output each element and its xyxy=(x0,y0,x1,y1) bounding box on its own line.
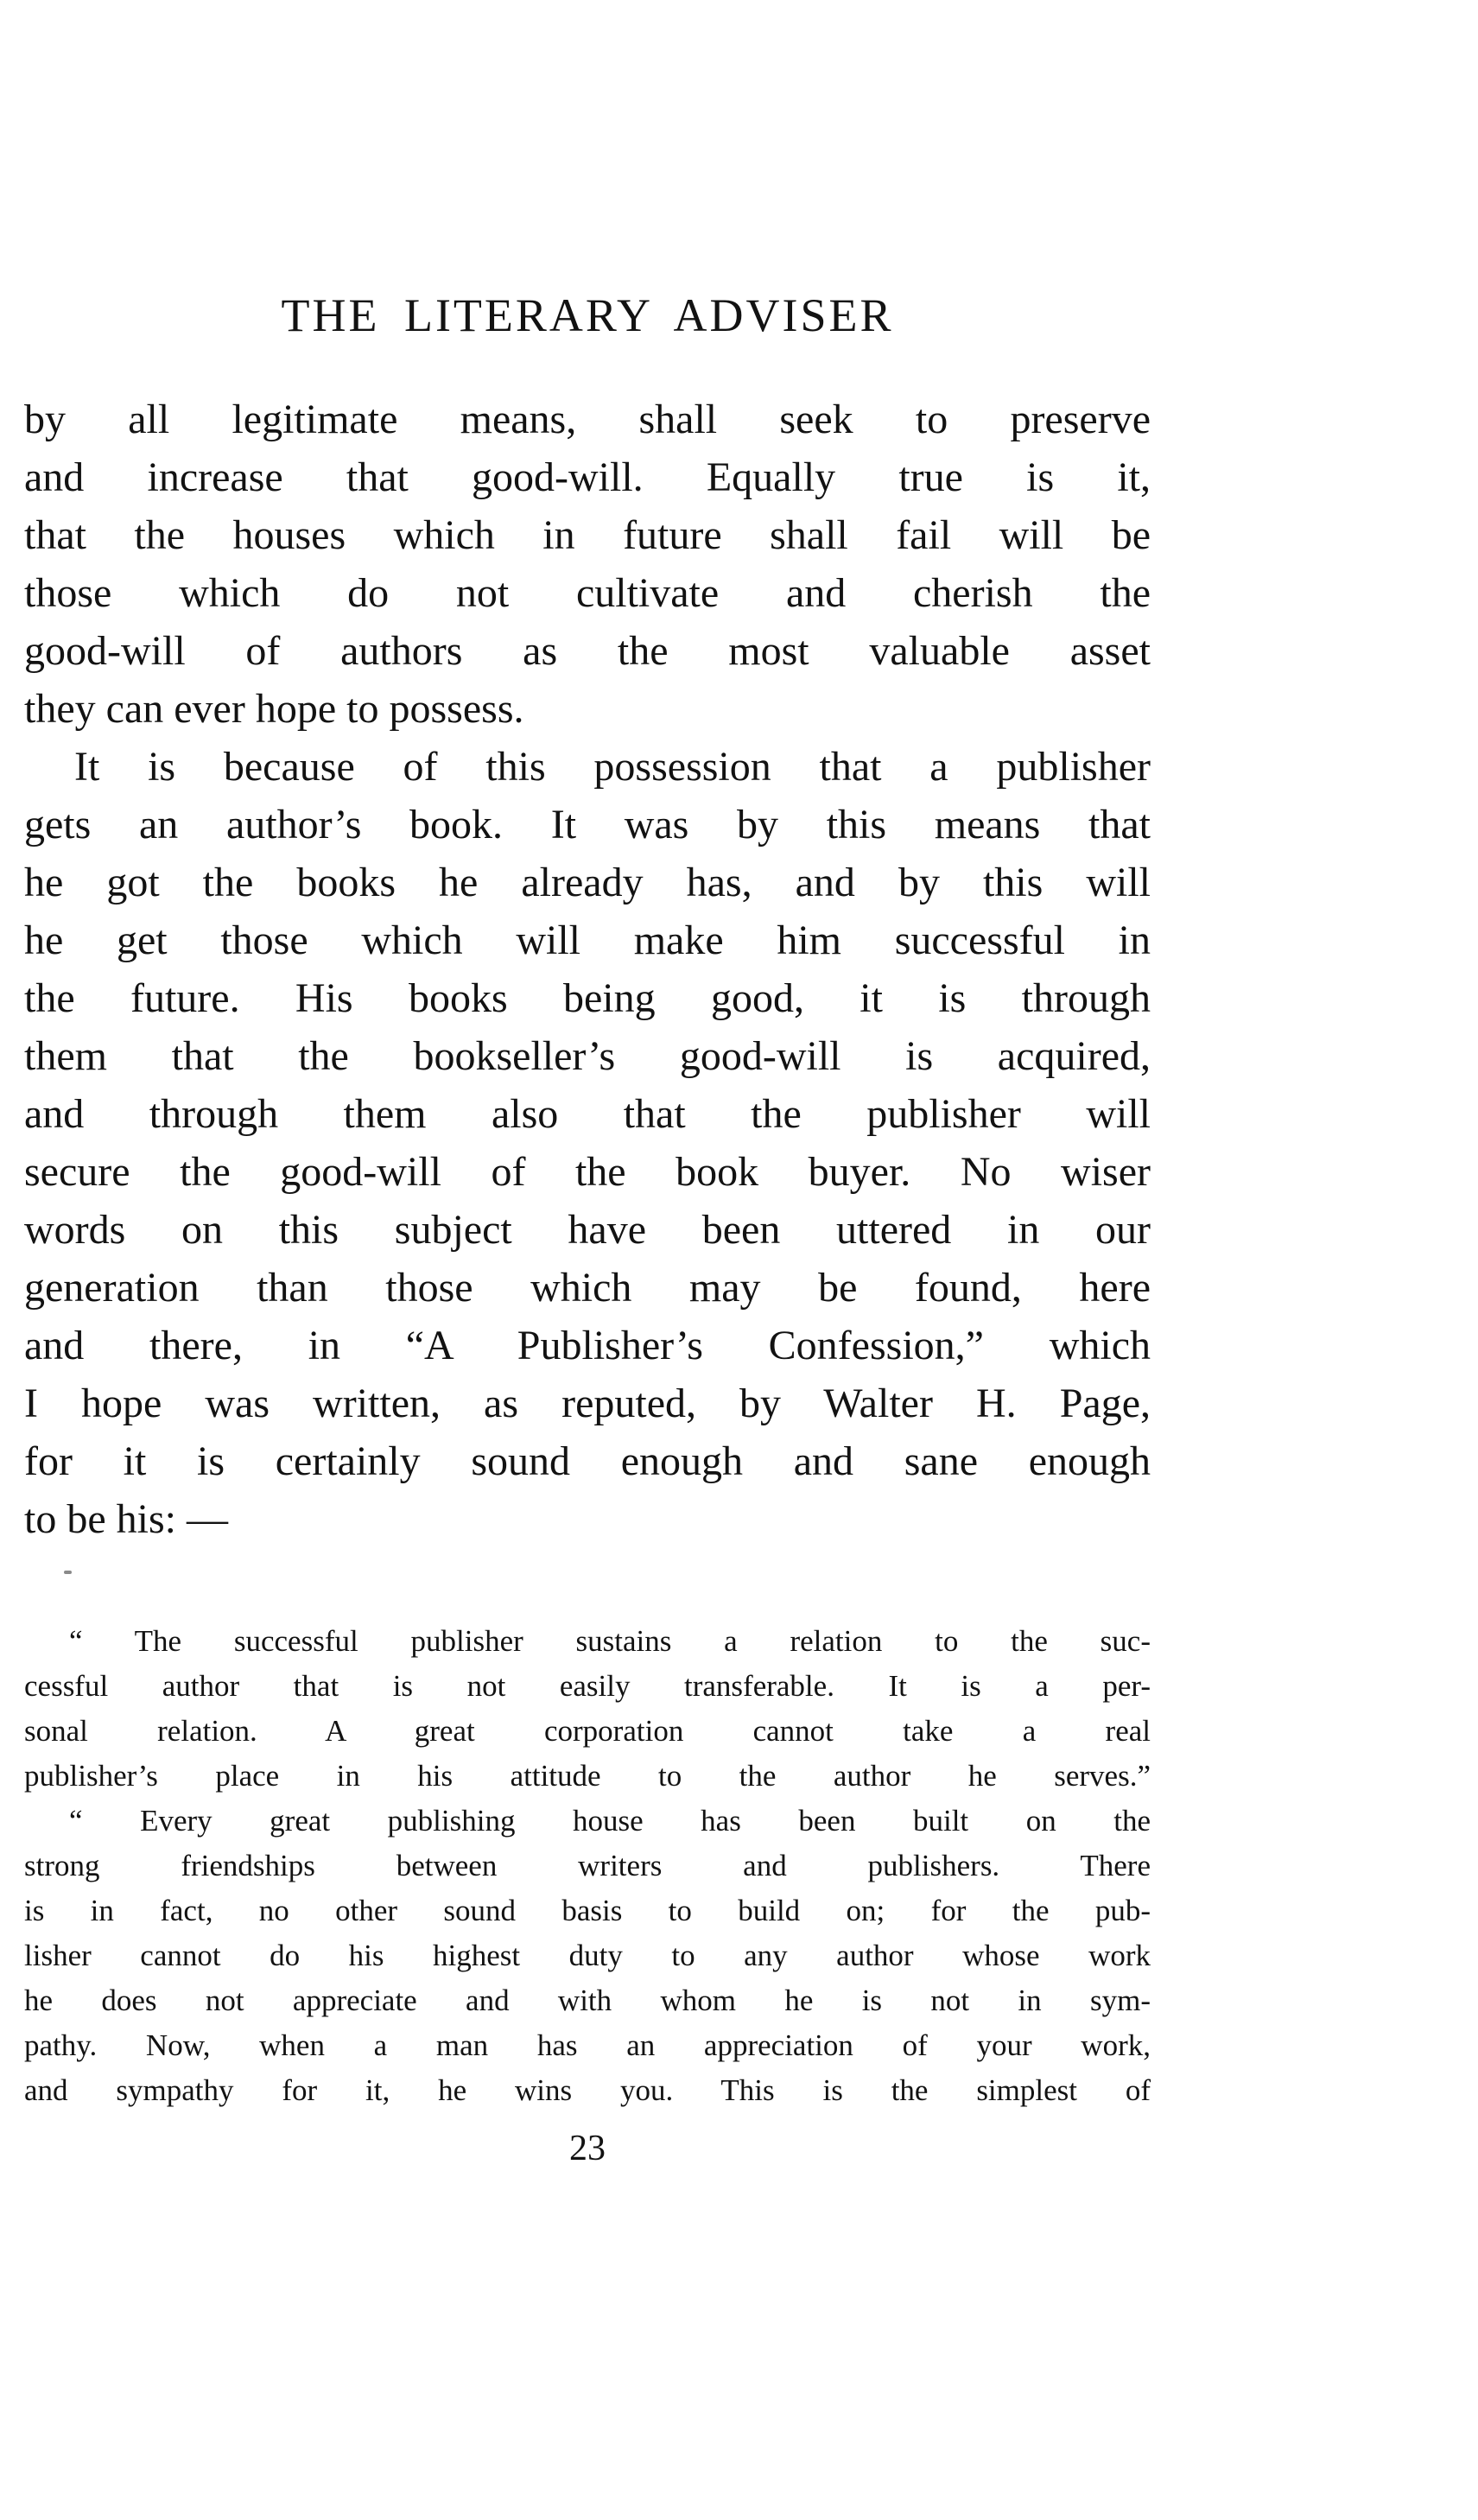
text-line: strong friendships between writers and publishers. There xyxy=(24,1849,1151,1882)
page-number: 23 xyxy=(569,2129,606,2168)
text-line: and through them also that the publisher will xyxy=(24,1091,1151,1137)
text-line: and sympathy for it, he wins you. This is the simplest of xyxy=(24,2073,1151,2107)
text-line: It is because of this possession that a publisher xyxy=(74,744,1151,790)
text-line: he get those which will make him successful in xyxy=(24,917,1151,963)
text-line: those which do not cultivate and cherish the xyxy=(24,570,1151,616)
text-line: secure the good-will of the book buyer. No wiser xyxy=(24,1149,1151,1195)
text-line: to be his: — xyxy=(24,1496,228,1542)
quoted-excerpt-block xyxy=(24,1619,1151,2113)
text-line: sonal relation. A great corporation cannot take a real xyxy=(24,1714,1151,1748)
text-line: them that the bookseller’s good-will is acquired, xyxy=(24,1033,1151,1079)
main-text-block xyxy=(24,390,1151,1548)
text-line: that the houses which in future shall fail will be xyxy=(24,512,1151,558)
text-line: gets an author’s book. It was by this means that xyxy=(24,802,1151,847)
text-line: lisher cannot do his highest duty to any author whose work xyxy=(24,1939,1151,1972)
text-line: cessful author that is not easily transferable. It is a per- xyxy=(24,1669,1151,1703)
text-line: is in fact, no other sound basis to build on; for the pub- xyxy=(24,1894,1151,1927)
text-line: publisher’s place in his attitude to the author he serves.” xyxy=(24,1759,1151,1793)
text-line: pathy. Now, when a man has an appreciation of your work, xyxy=(24,2028,1151,2062)
text-line: he got the books he already has, and by this will xyxy=(24,860,1151,905)
text-line: for it is certainly sound enough and sane enough xyxy=(24,1438,1151,1484)
text-line: “ The successful publisher sustains a relation to the suc- xyxy=(69,1624,1151,1658)
text-line: and increase that good-will. Equally true is it, xyxy=(24,454,1151,500)
text-line: he does not appreciate and with whom he is not in sym- xyxy=(24,1984,1151,2017)
text-line: “ Every great publishing house has been built on the xyxy=(69,1804,1151,1838)
page-title: THE LITERARY ADVISER xyxy=(281,289,894,341)
text-line: good-will of authors as the most valuable asset xyxy=(24,628,1151,674)
text-line: words on this subject have been uttered in our xyxy=(24,1207,1151,1253)
text-line: I hope was written, as reputed, by Walter H. Page, xyxy=(24,1381,1151,1426)
scan-speck-artifact xyxy=(64,1571,72,1574)
text-line: they can ever hope to possess. xyxy=(24,686,524,732)
text-line: generation than those which may be found, here xyxy=(24,1265,1151,1311)
text-line: by all legitimate means, shall seek to preserve xyxy=(24,397,1151,442)
text-line: and there, in “A Publisher’s Confession,” which xyxy=(24,1323,1151,1368)
text-line: the future. His books being good, it is through xyxy=(24,975,1151,1021)
